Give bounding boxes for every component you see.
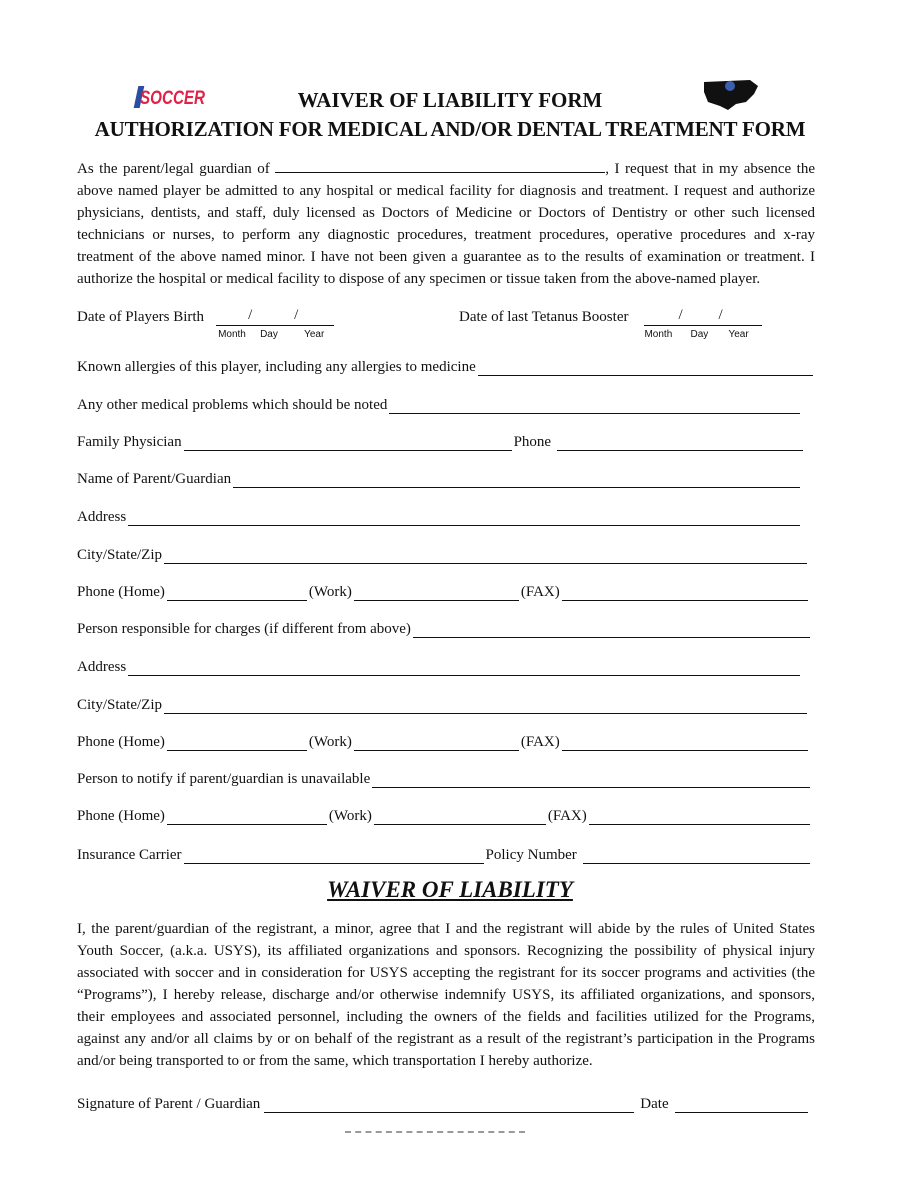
city-field[interactable] — [164, 548, 807, 564]
tetanus-date-row — [459, 306, 779, 340]
city-row — [77, 544, 809, 564]
city2-row — [77, 694, 809, 714]
birth-date-label: Date of Players Birth — [77, 309, 205, 325]
physician-row — [77, 431, 805, 451]
notify-row — [77, 768, 812, 788]
responsible-label: Person responsible for charges (if different from above) — [77, 621, 411, 637]
date-label: Date — [640, 1096, 669, 1112]
physician-phone-field[interactable] — [557, 435, 803, 451]
notify-field[interactable] — [372, 772, 810, 788]
fax3-field[interactable] — [589, 809, 810, 825]
allergies-row — [77, 356, 815, 376]
signature-field[interactable] — [264, 1097, 634, 1113]
phone3-work-label: (Work) — [328, 808, 372, 824]
parent-name-field[interactable] — [233, 472, 800, 488]
city2-label: City/State/Zip — [77, 697, 162, 713]
address-field[interactable] — [128, 510, 800, 526]
us-youth-soccer-logo: SOCCER — [110, 80, 210, 112]
fax2-field[interactable] — [562, 735, 808, 751]
slash: / — [678, 307, 683, 323]
parent-name-row — [77, 468, 802, 488]
physician-field[interactable] — [184, 435, 512, 451]
month-label: Month — [644, 329, 673, 340]
year-label: Year — [728, 329, 749, 340]
insurance-label: Insurance Carrier — [77, 847, 182, 863]
phone2-work-label: (Work) — [308, 734, 352, 750]
waiver-heading-text: WAIVER OF LIABILITY — [327, 877, 573, 902]
medical-field[interactable] — [389, 398, 800, 414]
intro-text: As the parent/legal guardian of — [77, 161, 270, 177]
address2-label: Address — [77, 659, 127, 675]
phone-work-field[interactable] — [354, 585, 519, 601]
parent-name-label: Name of Parent/Guardian — [77, 471, 232, 487]
allergies-field[interactable] — [478, 360, 813, 376]
phone3-work-field[interactable] — [374, 809, 546, 825]
tetanus-date-label: Date of last Tetanus Booster — [459, 309, 629, 325]
phone2-home-label: Phone (Home) — [77, 734, 165, 750]
city2-field[interactable] — [164, 698, 807, 714]
phone3-home-field[interactable] — [167, 809, 327, 825]
policy-field[interactable] — [583, 848, 810, 864]
waiver-heading — [0, 877, 900, 903]
date-field[interactable] — [675, 1097, 808, 1113]
address2-row — [77, 656, 802, 676]
month-label: Month — [218, 329, 246, 340]
insurance-row — [77, 844, 812, 864]
fax-label: (FAX) — [520, 584, 560, 600]
page-title: WAIVER OF LIABILITY FORM — [297, 88, 603, 112]
birth-date-row — [77, 306, 377, 340]
policy-label: Policy Number — [485, 847, 577, 863]
signature-row — [77, 1093, 810, 1113]
waiver-paragraph: I, the parent/guardian of the registrant, a minor, agree that I and the registrant will abide by the rules of United States Youth Soccer, (a.k.a. USYS), its affiliated organizations and sponsors. Recognizing the possibility of physical injury associated with soccer and in consideration for USYS accepting the registrant for its soccer programs and activities (the “Programs”), I hereby release, discharge and/or otherwise indemnify USYS, its affiliated organizations, and sponsors, their employees and associated personnel, including the owners of the fields and facilities utilized for the Programs, against any and/or all claims by or on behalf of the registrant as a result of the registrant’s participation in the Programs and/or being transported to or from the same, which transportation I hereby authorize. — [77, 921, 815, 1069]
phone2-home-field[interactable] — [167, 735, 307, 751]
responsible-field[interactable] — [413, 622, 810, 638]
fax2-label: (FAX) — [520, 734, 560, 750]
phone2-row — [77, 731, 810, 751]
phone-row — [77, 581, 810, 601]
fax-field[interactable] — [562, 585, 808, 601]
authorization-text: , I request that in my absence the above named player be admitted to any hospital or medical facility for diagnosis and treatment. I request and authorize physicians, dentists, and staff, duly licensed as Doctors of Medicine or Doctors of Dentistry or other such licensed technicians or nurses, to perform any diagnostic procedures, treatment procedures, operative procedures and x-ray treatment of the above named minor. I have not been given a guarantee as to the results of examination or treatment. I authorize the hospital or medical facility to dispose of any specimen or tissue taken from the above-named player. — [77, 161, 816, 287]
day-label: Day — [690, 329, 709, 340]
physician-phone-label: Phone — [513, 434, 552, 450]
allergies-label: Known allergies of this player, including any allergies to medicine — [77, 359, 476, 375]
page-subtitle: AUTHORIZATION FOR MEDICAL AND/OR DENTAL TREATMENT FORM — [94, 117, 806, 141]
tetanus-date-field[interactable] — [644, 307, 762, 340]
phone3-row — [77, 805, 812, 825]
day-label: Day — [260, 329, 278, 340]
cut-off-text — [345, 1131, 525, 1133]
year-label: Year — [304, 329, 325, 340]
responsible-row — [77, 618, 812, 638]
address2-field[interactable] — [128, 660, 800, 676]
phone3-home-label: Phone (Home) — [77, 808, 165, 824]
slash: / — [248, 307, 253, 323]
medical-row — [77, 394, 802, 414]
signature-label: Signature of Parent / Guardian — [77, 1096, 261, 1112]
player-name-field[interactable] — [275, 159, 605, 173]
physician-label: Family Physician — [77, 434, 182, 450]
phone-home-field[interactable] — [167, 585, 307, 601]
address-row — [77, 506, 802, 526]
insurance-field[interactable] — [184, 848, 484, 864]
phone-home-label: Phone (Home) — [77, 584, 165, 600]
medical-label: Any other medical problems which should be noted — [77, 397, 388, 413]
fax3-label: (FAX) — [547, 808, 587, 824]
notify-label: Person to notify if parent/guardian is unavailable — [77, 771, 371, 787]
city-label: City/State/Zip — [77, 547, 162, 563]
phone-work-label: (Work) — [308, 584, 352, 600]
phone2-work-field[interactable] — [354, 735, 519, 751]
slash: / — [718, 307, 723, 323]
address-label: Address — [77, 509, 127, 525]
slash: / — [294, 307, 299, 323]
birth-date-field[interactable] — [216, 307, 334, 340]
authorization-paragraph — [77, 158, 815, 290]
